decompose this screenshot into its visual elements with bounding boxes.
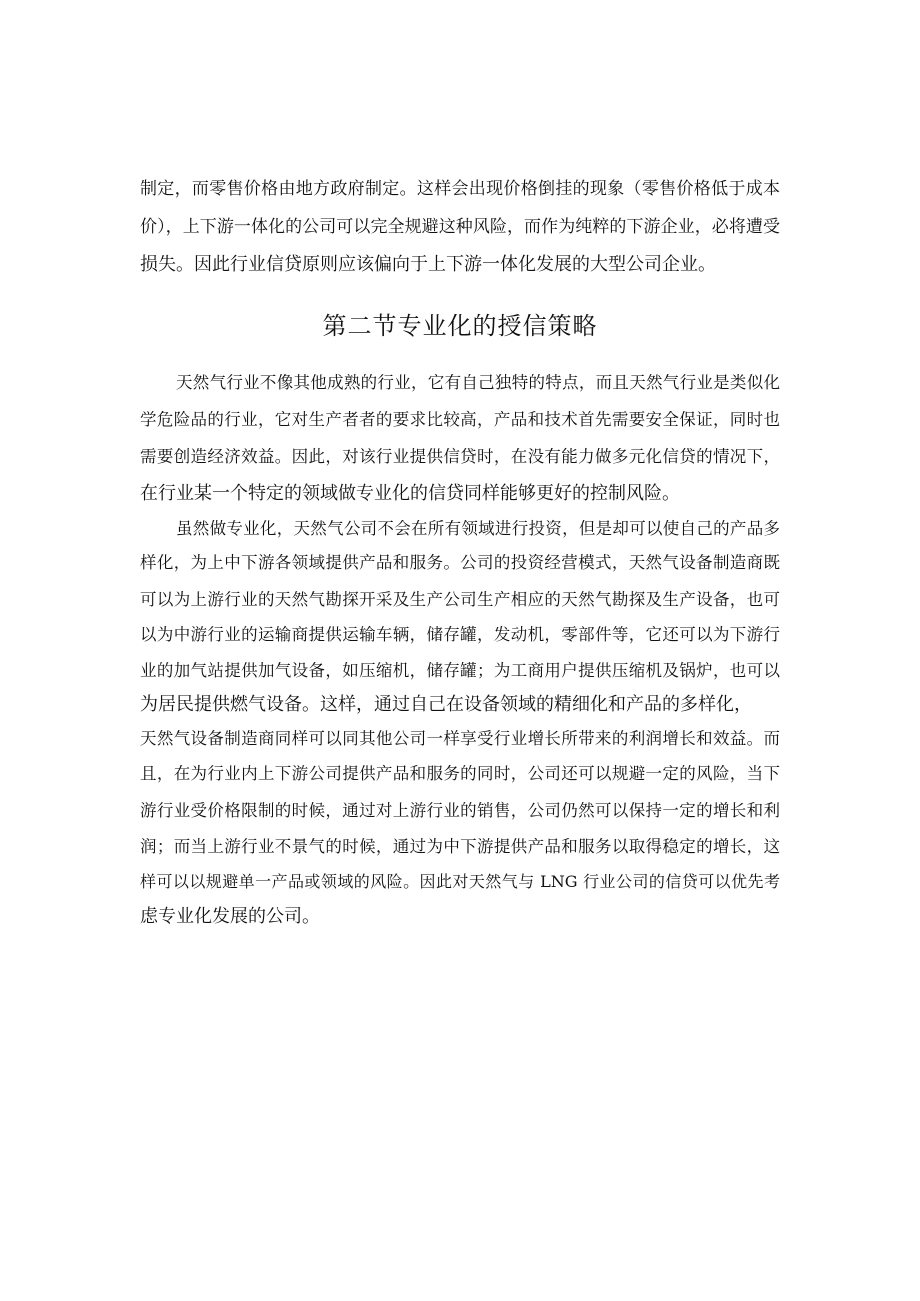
text-line: 制定，而零售价格由地方政府制定。这样会出现价格倒挂的现象（零售价格低于成本 [140, 179, 780, 199]
text-line: 损失。因此行业信贷原则应该偏向于上下游一体化发展的大型公司企业。 [140, 254, 716, 275]
text-line: 为居民提供燃气设备。这样，通过自己在设备领域的精细化和产品的多样化， [140, 694, 752, 715]
text-line: 学危险品的行业，它对生产者者的要求比较高，产品和技术首先需要安全保证，同时也 [140, 410, 780, 429]
text-line: 可以为上游行业的天然气勘探开采及生产公司生产相应的天然气勘探及生产设备，也可 [140, 590, 780, 609]
text-line: 价），上下游一体化的公司可以完全规避这种风险，而作为纯粹的下游企业，必将遭受 [140, 217, 780, 237]
text-line: 业的加气站提供加气设备，如压缩机，储存罐；为工商用户提供压缩机及锅炉，也可以 [140, 661, 780, 680]
text-line: 在行业某一个特定的领域做专业化的信贷同样能够更好的控制风险。 [140, 483, 680, 504]
text-line: 样化，为上中下游各领域提供产品和服务。公司的投资经营模式，天然气设备制造商既 [140, 553, 780, 572]
text-line: 以为中游行业的运输商提供运输车辆，储存罐，发动机，零部件等，它还可以为下游行 [140, 625, 780, 644]
text-line: 虑专业化发展的公司。 [140, 906, 320, 927]
text-line: 天然气行业不像其他成熟的行业，它有自己独特的特点，而且天然气行业是类似化 [176, 373, 780, 392]
text-line: 且，在为行业内上下游公司提供产品和服务的同时，公司还可以规避一定的风险，当下 [140, 764, 780, 783]
text-line: 样可以以规避单一产品或领域的风险。因此对天然气与 LNG 行业公司的信贷可以优先考 [140, 872, 780, 891]
text-line: 天然气设备制造商同样可以同其他公司一样享受行业增长所带来的利润增长和效益。而 [140, 729, 780, 748]
section-heading: 第二节专业化的授信策略 [322, 312, 598, 340]
text-line: 润；而当上游行业不景气的时候，通过为中下游提供产品和服务以取得稳定的增长，这 [140, 837, 780, 856]
text-line: 游行业受价格限制的时候，通过对上游行业的销售，公司仍然可以保持一定的增长和利 [140, 801, 780, 820]
text-line: 需要创造经济效益。因此，对该行业提供信贷时，在没有能力做多元化信贷的情况下， [140, 447, 780, 466]
text-line: 虽然做专业化，天然气公司不会在所有领域进行投资，但是却可以使自己的产品多 [176, 519, 780, 538]
